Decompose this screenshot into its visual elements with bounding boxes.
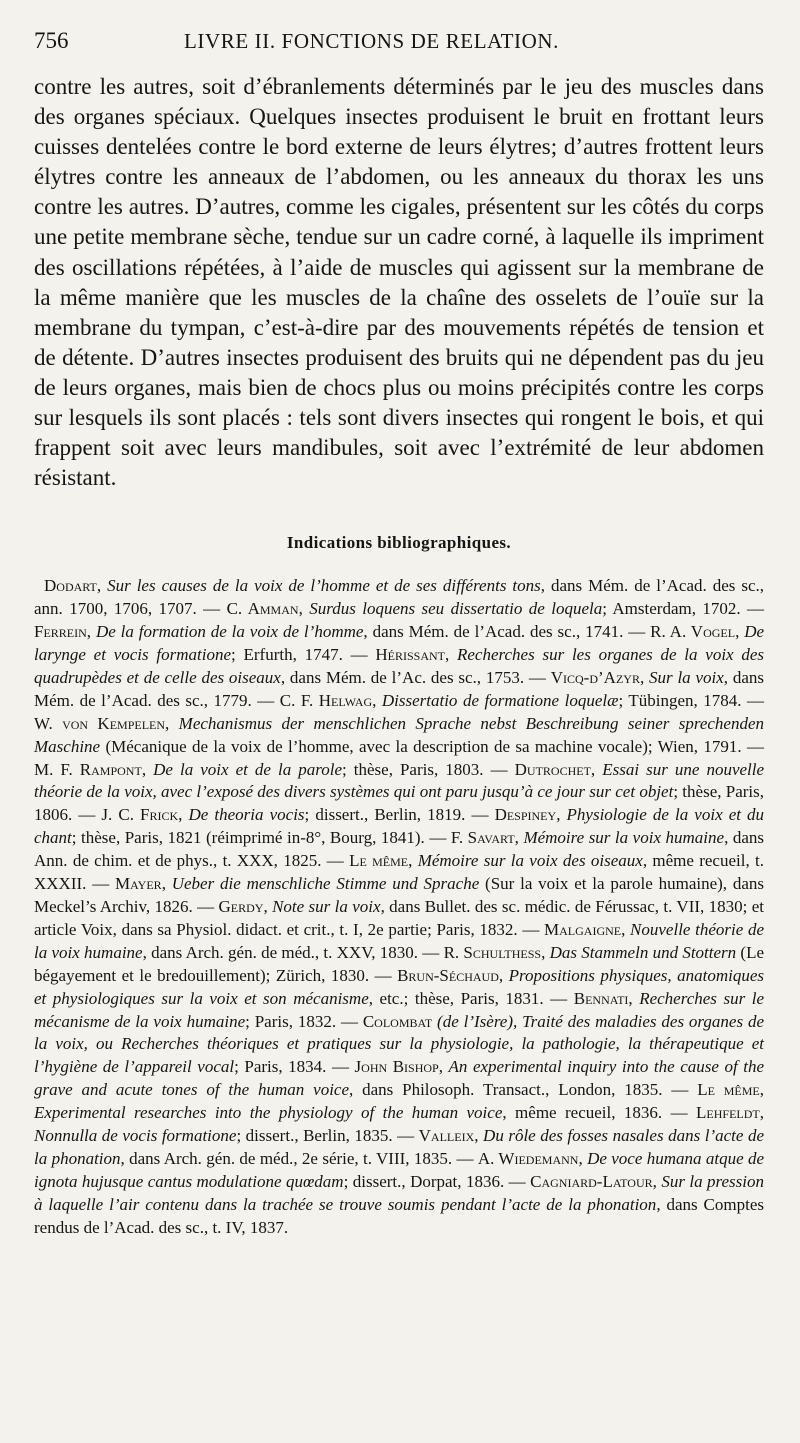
bibliography-details: , dans Mém. de l’Ac. des sc., 1753. [280,667,525,687]
bibliography-author: M. F. Rampont [34,759,142,779]
page-number: 756 [34,28,69,53]
bibliography-separator: , [86,622,96,642]
bibliography-title: Recherches sur le mécanisme de la voix humaine [34,988,765,1031]
bibliography-title: An experimental inquiry into the cause of the grave and acute tones of the human voice [34,1057,764,1100]
bibliography-separator: , [498,965,509,985]
bibliography-title: Mémoire sur la voix des oiseaux [417,851,643,871]
bibliography-author: A. Wiedemann [477,1148,579,1168]
bibliography-details: , dans Arch. gén. de méd., t. XXV, 1830. [142,942,419,962]
entry-dash: — [326,1057,355,1077]
bibliography-details: (Sur la voix et la parole humaine), dans Meckel’s Archiv, 1826. [34,874,765,916]
bibliography-author: Lehfeldt [696,1103,760,1123]
bibliography-separator: , [590,759,603,779]
entry-dash: — [741,690,765,710]
bibliography-details: ; thèse, Paris, 1806. [34,782,764,825]
bibliography-entry [34,714,764,756]
bibliography-details: , même recueil, 1836. [502,1103,663,1123]
entry-dash: — [86,874,115,894]
entry-dash: — [483,759,515,779]
bibliography-details: ; dissert., Berlin, 1835. [236,1126,393,1146]
bibliography-separator: , [578,1148,588,1168]
bibliography-entry [34,760,484,779]
bibliography-title: De theoria vocis [188,805,305,825]
bibliography-title: Nouvelle théorie de la voix humaine [34,919,765,962]
bibliography-author: J. C. Frick [101,805,179,825]
entry-dash: — [424,828,451,848]
bibliography-title: Dissertatio de formatione loquelæ [381,690,619,710]
bibliography-separator: , [372,690,382,710]
bibliography-details: ; dissert., Dorpat, 1836. [343,1171,505,1191]
bibliography-title: De la formation de la voix de l’homme [95,622,364,642]
entry-dash: — [72,805,102,825]
bibliography-separator: , [514,828,524,848]
bibliography-title: Note sur la voix [272,897,381,916]
bibliography-heading: Indications bibliographiques. [286,533,512,553]
bibliography-title: Nonnulla de vocis formatione [34,1126,237,1146]
entry-dash: — [504,1171,531,1191]
bibliography-entry [280,691,742,710]
entry-dash: — [524,667,551,687]
entry-dash: — [543,988,574,1008]
bibliography-author: Malgaigne [544,919,622,939]
bibliography-separator: , [759,1080,765,1100]
bibliography-separator: , [759,1103,765,1123]
bibliography-details: ; Erfurth, 1747. [231,645,343,665]
bibliography-author: Colombat [362,1011,433,1031]
bibliography-details: , dans Arch. gén. de méd., 2e série, t. VIII, 1835. [120,1148,453,1168]
bibliography-separator: , [735,622,745,642]
entry-dash: — [623,622,651,642]
entry-dash: — [662,1103,697,1123]
bibliography-details: , etc.; thèse, Paris, 1831. [368,988,544,1008]
bibliography-separator: , [263,897,273,916]
bibliography-details: ; Tübingen, 1784. [618,690,742,710]
entry-dash: — [465,805,495,825]
entry-dash: — [740,599,765,619]
bibliography-author: Le même [697,1080,760,1100]
bibliography-separator: , [438,1057,449,1077]
entry-dash: — [342,645,376,665]
bibliography-author: Mayer [115,874,162,894]
bibliography-entry [34,622,623,641]
body-text [34,72,764,493]
body-paragraph: contre les autres, soit d’ébranlements déterminés par le jeu des muscles dans des organes spéciaux. Quelques insectes produisent le bruit en frottant leurs cuisses dentelées contre le bord externe de leurs élytres; d’autres frottent leurs élytres contre les anneaux de l’abdomen, ou les anneaux du thorax les uns contre les autres. D’autres, comme les cigales, présentent sur les côtés du corps une petite membrane sèche, tendue sur un cadre corné, à laquelle ils impriment des oscillations répétées, à l’aide de muscles qui agissent sur la membrane de la même manière que les muscles de la chaîne des osselets de l’ouïe sur la membrane du tympan, c’est-à-dire par des mouvements répétés de tension et de détente. D’autres insectes produisent des bruits qui ne dépendent pas du jeu de leurs organes, mais bien de chocs plus ou moins précipités contre les corps sur lesquels ils sont placés : tels sont divers insectes qui rongent le bois, et qui frappent soit avec leurs mandibules, soit avec l’extrémité de leur abdomen résistant. [34,74,764,491]
entry-dash: — [452,1148,478,1168]
bibliography-author: Dodart [44,576,97,596]
entry-dash: — [741,736,764,756]
entry-dash: — [662,1080,698,1100]
bibliography-author: Despiney [494,805,557,825]
bibliography-details: (Mécanique de la voix de l’homme, avec la description de sa machine vocale); Wien, 1791. [100,736,742,756]
bibliography-list [34,575,764,1239]
bibliography-author: C. F. Helwag [279,690,373,710]
bibliography-details: , dans Mém. de l’Acad. des sc., 1779. [34,667,765,710]
bibliography-author: Hérissant [375,645,445,665]
bibliography-title: Experimental researches into the physiology of the human voice [34,1103,503,1123]
bibliography-title: Du rôle des fosses nasales dans l’acte de la phonation [34,1126,764,1168]
bibliography-separator: , [444,645,457,665]
bibliography-title: Physiologie de la voix et du chant [34,805,765,848]
bibliography-details: , dans Ann. de chim. et de phys., t. XXX, 1825. [34,828,764,871]
bibliography-details: ; Paris, 1834. [234,1057,327,1077]
bibliography-separator: , [165,713,179,733]
bibliography-title: Mechanismus der menschlichen Sprache nebst Beschreibung seiner sprechenden Maschine [34,713,765,756]
bibliography-author: Bennati [573,988,629,1008]
bibliography-author: Valleix [418,1126,475,1146]
bibliography-author: C. Amman [226,599,299,619]
bibliography-author: Le même [349,851,409,871]
bibliography-title: Sur les causes de la voix de l’homme et de ses différents tons [107,576,541,596]
bibliography-title: (de l’Isère), Traité des maladies des organes de la voix, ou Recherches théoriques et pratiques sur la physiologie, la pathologie, la thérapeutique et l’hygiène de l’appareil vocal [34,1011,764,1077]
entry-dash: — [517,919,544,939]
entry-dash: — [392,1126,419,1146]
bibliography-separator: , [628,988,640,1008]
bibliography-author: John Bishop [354,1057,439,1077]
bibliography-separator: , [639,667,650,687]
bibliography-title: Surdus loquens seu dissertatio de loquela [309,599,603,619]
bibliography-separator: , [408,851,418,871]
entry-dash: — [321,851,350,871]
entry-dash: — [192,897,219,916]
bibliography-separator: , [96,576,108,596]
entry-dash: — [196,599,227,619]
bibliography-author: Cagniard-Latour [530,1171,653,1191]
bibliography-separator: , [161,874,172,894]
bibliography-details: , même recueil, t. XXXII. [34,851,764,894]
bibliography-author: Gerdy [218,897,264,916]
bibliography-author: Ferrein [34,622,87,642]
bibliography-separator: , [298,599,310,619]
bibliography-details: , dans Bullet. des sc. médic. de Férussac, t. VII, 1830; et article Voix, dans sa Physiol. didact. et crit., t. I, 2e partie; Paris, 1832. [34,897,765,939]
bibliography-author: W. von Kempelen [34,713,166,733]
bibliography-separator: , [178,805,189,825]
bibliography-entry [101,805,465,824]
bibliography-author: R. Schulthess [443,942,542,962]
bibliography-title: Propositions physiques, anatomiques et physiologiques sur la voix et son mécanisme [34,965,765,1008]
bibliography-separator: , [541,942,550,962]
bibliography-title: Recherches sur les organes de la voix des quadrupèdes et de celle des oiseaux [34,645,765,687]
bibliography-details: , dans Mém. de l’Acad. des sc., ann. 1700, 1706, 1707. [34,576,765,619]
entry-dash: — [369,965,398,985]
bibliography-author: Vicq-d’Azyr [550,667,640,687]
bibliography-details: ; dissert., Berlin, 1819. [304,805,466,825]
bibliography-title: De voce humana atque de ignota hujusque cantus modulatione quœdam [34,1148,765,1191]
bibliography-title: Das Stammeln und Stottern [549,942,737,962]
bibliography-title: Ueber die menschliche Stimme und Sprache [171,874,480,894]
bibliography-separator: , [556,805,567,825]
bibliography-details: ; Amsterdam, 1702. [602,599,741,619]
bibliography-details: ; thèse, Paris, 1821 (réimprimé in-8°, Bourg, 1841). [71,828,425,848]
bibliography-title: Sur la voix [649,667,724,687]
bibliography-separator: , [141,759,154,779]
bibliography-title: Essai sur une nouvelle théorie de la voix, avec l’exposé des divers systèmes qui ont paru jusqu’à ce jour sur cet objet [34,759,765,802]
bibliography-title: De la voix et de la parole [153,759,342,779]
bibliography-separator: , [621,919,631,939]
bibliography-details: , dans Philosoph. Transact., London, 1835. [349,1080,663,1100]
bibliography-details: ; thèse, Paris, 1803. [342,759,484,779]
bibliography-author: Dutrochet [514,759,591,779]
bibliography-title: Sur la pression à laquelle l’air contenu dans la trachée se trouve soumis pendant l’acte de la phonation [34,1171,765,1214]
bibliography-details: , dans Mém. de l’Acad. des sc., 1741. [363,622,624,642]
bibliography-title: Mémoire sur la voix humaine [523,828,725,848]
entry-dash: — [336,1011,363,1031]
bibliography-separator: , [652,1171,662,1191]
entry-dash: — [251,690,280,710]
bibliography-title: De larynge et vocis formatione [34,622,765,665]
bibliography-author: F. Savart [450,828,515,848]
bibliography-details: ; Paris, 1832. [245,1011,337,1031]
bibliography-details: (Le bégayement et le bredouillement); Zürich, 1830. [34,942,764,985]
bibliography-author: Brun-Séchaud [397,965,499,985]
bibliography-entry [227,599,741,618]
running-head [34,28,764,72]
bibliography-author: R. A. Vogel [650,622,736,642]
entry-dash: — [418,942,444,962]
running-title: LIVRE II. FONCTIONS DE RELATION. [184,29,559,53]
bibliography-separator: , [474,1126,484,1146]
bibliography-details: , dans Comptes rendus de l’Acad. des sc., t. IV, 1837. [34,1194,765,1237]
